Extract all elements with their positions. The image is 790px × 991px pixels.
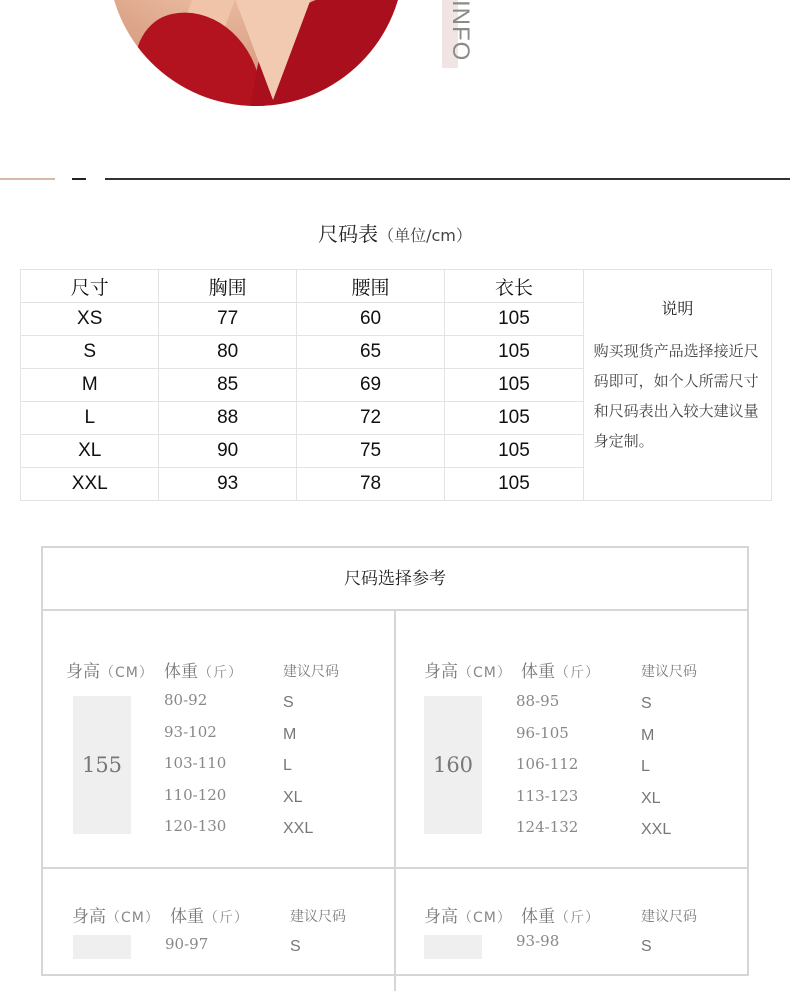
list-item: XXL	[641, 821, 672, 838]
cell-waist: 75	[296, 435, 444, 468]
height-label: 身高（CM）	[66, 662, 154, 682]
size-list	[641, 688, 671, 846]
height-value: 155	[73, 696, 131, 834]
cell-length: 105	[445, 402, 583, 435]
cell-waist: 78	[296, 468, 444, 501]
list-item: S	[283, 694, 294, 711]
info-label: INFO	[447, 0, 474, 62]
list-item: 103-110	[164, 754, 227, 772]
header-waist: 腰围	[296, 270, 444, 303]
list-item: 110-120	[164, 785, 227, 804]
size-list	[641, 931, 652, 959]
weight-label: 体重（斤）	[164, 662, 243, 682]
list-item: XXL	[283, 820, 314, 837]
weight-label: 体重（斤）	[521, 662, 600, 682]
suggested-size-label: 建议尺码	[283, 664, 339, 680]
cell-size: XL	[21, 435, 159, 468]
height-label: 身高（CM）	[424, 662, 512, 682]
weight-list	[516, 686, 578, 844]
cell-length: 105	[445, 336, 583, 369]
cell-size: M	[21, 369, 159, 402]
reference-panel-160	[398, 611, 738, 861]
weight-list	[165, 929, 208, 959]
note-title: 说明	[661, 301, 694, 318]
size-chart-title: 尺码表（单位/cm）	[318, 222, 472, 246]
list-item: 80-92	[164, 691, 208, 709]
cell-bust: 90	[159, 435, 296, 468]
weight-list	[164, 685, 226, 843]
height-value: 160	[424, 696, 482, 834]
suggested-size-label: 建议尺码	[290, 909, 346, 925]
header-length: 衣长	[445, 270, 583, 303]
list-item: L	[641, 758, 650, 775]
divider-accent	[0, 178, 55, 180]
height-label: 身高（CM）	[424, 907, 512, 927]
size-reference-box	[41, 546, 749, 976]
reference-panel-3	[43, 869, 383, 959]
cell-length: 105	[445, 468, 583, 501]
note-text: 购买现货产品选择接近尺码即可，如个人所需尺寸和尺码表出入较大建议量身定制。	[593, 343, 759, 450]
divider-line	[105, 178, 790, 180]
reference-divider-vertical	[394, 611, 396, 991]
cell-waist: 69	[296, 369, 444, 402]
weight-label: 体重（斤）	[170, 907, 249, 927]
cell-bust: 77	[159, 303, 296, 336]
cell-bust: 93	[159, 468, 296, 501]
cell-length: 105	[445, 303, 583, 336]
cell-length: 105	[445, 369, 583, 402]
size-chart-unit: （单位/cm）	[378, 226, 472, 245]
divider-dash	[72, 178, 86, 180]
list-item: S	[641, 695, 652, 712]
size-list	[290, 931, 301, 959]
cell-size: L	[21, 402, 159, 435]
header-bust: 胸围	[159, 270, 296, 303]
note-cell	[583, 270, 771, 501]
size-list	[283, 687, 313, 845]
model-photo	[108, 0, 404, 106]
list-item: 96-105	[516, 723, 569, 742]
reference-title: 尺码选择参考	[43, 548, 747, 611]
weight-label: 体重（斤）	[521, 907, 600, 927]
list-item: XL	[641, 789, 661, 807]
list-item: L	[283, 757, 292, 774]
height-value	[73, 935, 131, 959]
list-item: 113-123	[516, 786, 579, 805]
list-item: M	[641, 726, 655, 744]
list-item: M	[283, 725, 297, 743]
height-value	[424, 935, 482, 959]
cell-bust: 88	[159, 402, 296, 435]
list-item: 120-130	[164, 817, 227, 835]
list-item: 106-112	[516, 755, 579, 773]
cell-length: 105	[445, 435, 583, 468]
list-item: S	[641, 938, 652, 955]
cell-size: XXL	[21, 468, 159, 501]
cell-bust: 80	[159, 336, 296, 369]
table-header-row	[21, 270, 772, 303]
suggested-size-label: 建议尺码	[641, 664, 697, 680]
list-item: XL	[283, 788, 303, 806]
list-item: 124-132	[516, 818, 579, 836]
reference-panel-155	[43, 611, 383, 861]
header-size: 尺寸	[21, 270, 159, 303]
size-table	[20, 269, 772, 501]
list-item: 93-102	[164, 722, 217, 741]
cell-waist: 65	[296, 336, 444, 369]
suggested-size-label: 建议尺码	[641, 909, 697, 925]
cell-bust: 85	[159, 369, 296, 402]
list-item: 93-98	[516, 932, 560, 950]
cell-size: S	[21, 336, 159, 369]
cell-waist: 60	[296, 303, 444, 336]
weight-list	[516, 926, 559, 958]
reference-panel-4	[398, 869, 738, 959]
cell-waist: 72	[296, 402, 444, 435]
list-item: 90-97	[165, 935, 209, 953]
list-item: S	[290, 938, 301, 955]
height-label: 身高（CM）	[72, 907, 160, 927]
list-item: 88-95	[516, 692, 560, 710]
cell-size: XS	[21, 303, 159, 336]
